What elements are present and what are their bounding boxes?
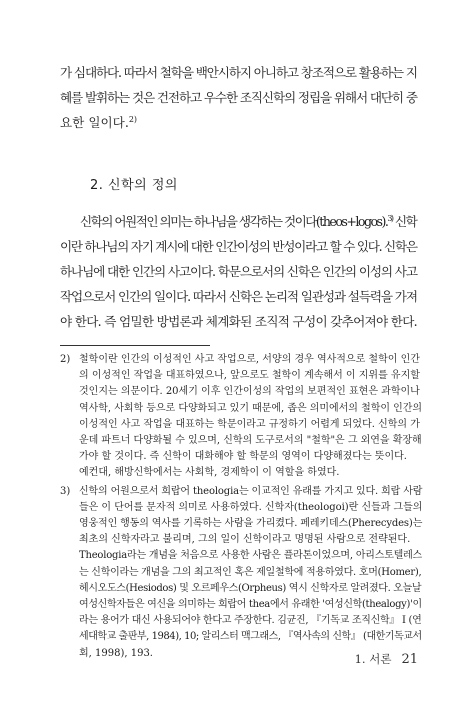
top-paragraph xyxy=(60,60,418,135)
paragraph-line: 가 심대하다. 따라서 철학을 백안시하지 아니하고 창조적으로 활용하는 지 xyxy=(60,65,417,80)
footnote-number: 3) xyxy=(60,485,71,497)
paragraph-line-text: 신학의 어원적인 의미는 하나님을 생각하는 것이다(theos+logos). xyxy=(80,214,388,229)
footnote-ref[interactable]: 3) xyxy=(387,214,393,223)
footnote-divider xyxy=(60,345,210,346)
footnote-line: 헤시오도스(Hesiodos) 및 오르페우스(Orpheus) 역시 신학자로 알려졌다. 오늘날 xyxy=(79,582,422,594)
page-footer xyxy=(355,651,418,667)
footnote-line: 영웅적인 행동의 역사를 기록하는 사람을 가리켰다. 페레키데스(Pherecydes)는 xyxy=(79,518,423,530)
footnote-line: 가야 할 것이다. 즉 신학이 대화해야 할 학문의 영역이 다양해졌다는 뜻이다. xyxy=(79,451,407,463)
footnote-line: 최초의 신학자라고 불리며, 그의 일이 신학이라고 명명된 사람으로 전략된다. xyxy=(79,534,411,546)
main-paragraph xyxy=(60,209,418,334)
footnote-number: 2) xyxy=(60,354,71,365)
footnote-line: 세대학교 출판부, 1984), 10; 알리스터 맥그래스, 『역사속의 신학』 (대한기독교서 xyxy=(79,631,422,643)
footnote-line: 역사학, 사회학 등으로 다양화되고 있기 때문에, 좁은 의미에서의 철학이 인간의 xyxy=(79,402,423,414)
footnote-line: 철학이란 인간의 이성적인 사고 작업으로, 서양의 경우 역사적으로 철학이 인간 xyxy=(79,354,420,365)
paragraph-line-text: 요한 일이다. xyxy=(60,115,129,130)
paragraph-line: 혜를 발휘하는 것은 건전하고 우수한 조직신학의 정립을 위해서 대단히 중 xyxy=(60,90,417,105)
footnote-line: 운데 파트너 다양화될 수 있으며, 신학의 도구로서의 "철학"은 그 외연을 확장해 xyxy=(79,435,422,447)
paragraph-line: 작업으로서 인간의 일이다. 따라서 신학은 논리적 일관성과 설득력을 가져 xyxy=(60,289,417,304)
footnote-line: 는 신학이라는 개념을 그의 최고적인 혹은 제일철학에 적용하였다. 호머(Homer), xyxy=(79,566,422,578)
footnote-line: 여성신학자들은 여신을 의미하는 희랍어 thea에서 유래한 '여성신학(thealogy)'이 xyxy=(79,599,422,611)
paragraph-line: 이란 하나님의 자기 계시에 대한 인간이성의 반성이라고 할 수 있다. 신학은 xyxy=(60,239,417,254)
paragraph-line xyxy=(60,209,418,234)
footnote-line: 라는 용어가 대신 사용되어야 한다고 주장한다. 김균진, 『기독교 조직신학』 I (연 xyxy=(79,615,422,627)
footnote-line: 의 이성적인 작업을 대표하였으나, 앞으로도 철학이 계속해서 이 지위를 유지할 xyxy=(79,370,420,382)
footnote-line: 들은 이 단어를 문자적 의미로 사용하였다. 신학자(theologoi)란 신들과 그들의 xyxy=(79,501,423,513)
footnote-2 xyxy=(60,352,422,482)
footnote-line: 이성적인 사고 작업을 대표하는 학문이라고 규정하기 어렵게 되었다. 신학의 가 xyxy=(79,418,420,430)
paragraph-line: 하나님에 대한 인간의 사고이다. 학문으로서의 신학은 인간의 이성의 사고 xyxy=(60,264,417,279)
paragraph-line-tail: 신학 xyxy=(395,214,417,229)
footnote-ref[interactable]: 2) xyxy=(128,115,138,124)
footnote-line: 예컨대, 해방신학에서는 사회학, 경제학이 이 역할을 하였다. xyxy=(79,467,340,479)
footnotes xyxy=(60,352,422,664)
page-number: 21 xyxy=(401,652,418,667)
footnote-line: 회, 1998), 193. xyxy=(79,647,153,659)
footnote-line: 신학의 어원으로서 희랍어 theologia는 이교적인 유래를 가지고 있다. 희랍 사람 xyxy=(79,485,423,497)
running-chapter-title: 1. 서론 xyxy=(354,652,392,666)
paragraph-line: 야 한다. 즉 엄밀한 방법론과 체계화된 조직적 구성이 갖추어져야 한다. xyxy=(60,314,417,329)
footnote-3 xyxy=(60,484,422,662)
paragraph-line xyxy=(60,110,418,135)
footnote-line: 것인지는 의문이다. 20세기 이후 인간이성의 작업의 보편적인 표현은 과학이나 xyxy=(79,386,420,398)
footnote-line: Theologia라는 개념을 처음으로 사용한 사람은 플라톤이었으며, 아리스토텔레스 xyxy=(79,550,423,562)
section-heading: 2. 신학의 정의 xyxy=(90,178,178,193)
